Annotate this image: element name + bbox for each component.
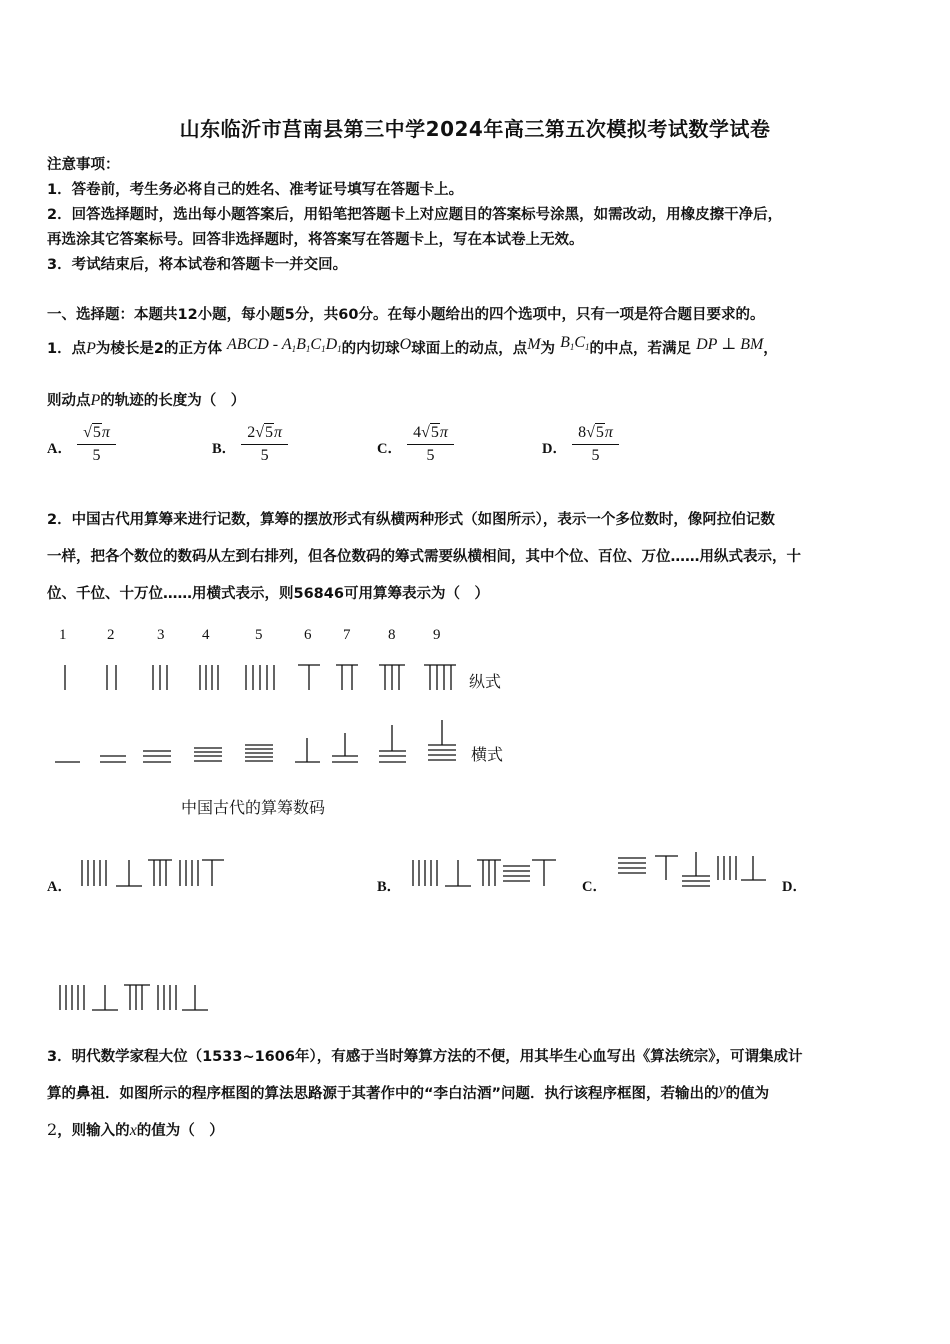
digit-label: 4 (202, 627, 210, 643)
vertical-rods (65, 665, 456, 690)
option-a-rods (82, 860, 224, 886)
question-2-line: 位、千位、十万位……用横式表示，则56846可用算筹表示为（ ） (47, 586, 489, 602)
question-1-line-2: 则动点P的轨迹的长度为（ ） (47, 392, 246, 409)
question-2-line: 2．中国古代用算筹来进行记数，算筹的摆放形式有纵横两种形式（如图所示），表示一个多位数时，像阿拉伯记数 (47, 512, 775, 528)
horizontal-rods (55, 720, 456, 762)
fraction: $\frac{2√5\pi}{5}$ (241, 424, 288, 465)
page-title: 山东临沂市莒南县第三中学2024年高三第五次模拟考试数学试卷 (179, 117, 771, 141)
q1-cube-name: ABCD - $A_1B_1C_1D_1$ (227, 336, 342, 354)
notice-item: 3．考试结束后，将本试卷和答题卡一并交回。 (47, 257, 348, 273)
fraction: $\frac{√5\pi}{5}$ (77, 424, 116, 465)
question-3-line-1: 3．明代数学家程大位（1533~1606年），有感于当时筹算方法的不便，用其毕生心血写出《算法统宗》，可谓集成计 (47, 1049, 803, 1065)
question-3-line-2: 算的鼻祖．如图所示的程序框图的算法思路源于其著作中的“李白沽酒”问题．执行该程序框图，若输出的y的值为 (47, 1081, 770, 1102)
digit-label: 9 (433, 627, 441, 643)
q1-var-p: P (90, 392, 101, 409)
q1-text: 为棱长是2的正方体 (95, 341, 222, 357)
q1-text: 球面上的动点，点 (411, 341, 528, 357)
digit-label: 1 (59, 627, 67, 643)
digit-label: 2 (107, 627, 115, 643)
question-2-line: 一样，把各个数位的数码从左到右排列，但各位数码的筹式需要纵横相间，其中个位、百位、万位……用纵式表示，十 (47, 549, 801, 565)
figure-caption: 中国古代的算筹数码 (181, 798, 326, 817)
q1-text: 的内切球 (341, 341, 400, 357)
notice-item: 1．答卷前，考生务必将自己的姓名、准考证号填写在答题卡上。 (47, 182, 464, 198)
q3-var-x: x (129, 1122, 137, 1139)
q1-var-p: P (86, 340, 96, 357)
digit-label: 3 (157, 627, 165, 643)
q3-output-value: 2 (47, 1120, 58, 1139)
option-d-rods (60, 985, 208, 1010)
q1-segment-b1c1: $B_1C_1$ (560, 334, 590, 352)
q1-option-c[interactable]: C． $\frac{4√5\pi}{5}$ (377, 424, 454, 465)
q2-option-a[interactable]: A． (47, 879, 72, 895)
vertical-form-label: 纵式 (469, 672, 502, 691)
q2-option-b[interactable]: B． (377, 879, 402, 895)
q2-option-d[interactable]: D． (782, 879, 807, 895)
horizontal-form-label: 横式 (471, 745, 504, 764)
q1-text: 1．点 (47, 341, 87, 357)
digit-label: 8 (388, 627, 396, 643)
q1-text: 的中点，若满足 (589, 341, 692, 357)
notice-item: 2．回答选择题时，选出每小题答案后，用铅笔把答题卡上对应题目的答案标号涂黑，如需改动，用橡皮擦干净后， (47, 207, 783, 223)
q1-var-o: O (399, 336, 412, 353)
notice-item: 再选涂其它答案标号。回答非选择题时，将答案写在答题卡上，写在本试卷上无效。 (47, 232, 584, 248)
q1-text: ， (763, 341, 778, 357)
q1-text: 为 (540, 341, 556, 357)
fraction: $\frac{8√5\pi}{5}$ (572, 424, 619, 465)
q1-condition: DP ⊥ BM (696, 336, 764, 353)
digit-label: 6 (304, 627, 312, 643)
digit-label: 7 (343, 627, 351, 643)
q1-option-b[interactable]: B． $\frac{2√5\pi}{5}$ (212, 424, 288, 465)
q1-var-m: M (527, 336, 541, 353)
section-heading: 一、选择题：本题共12小题，每小题5分，共60分。在每小题给出的四个选项中，只有一项是符合题目要求的。 (47, 307, 765, 323)
fraction: $\frac{4√5\pi}{5}$ (407, 424, 454, 465)
option-c-rods (618, 852, 766, 886)
question-3-line-3: 2，则输入的x的值为（ ） (47, 1120, 224, 1139)
q1-option-d[interactable]: D． $\frac{8√5\pi}{5}$ (542, 424, 619, 465)
option-b-rods (413, 860, 556, 886)
notice-heading: 注意事项： (47, 157, 120, 173)
q2-option-c[interactable]: C． (582, 879, 607, 895)
q3-var-y: y (718, 1081, 726, 1098)
digit-label: 5 (255, 627, 263, 643)
q1-option-a[interactable]: A． $\frac{√5\pi}{5}$ (47, 424, 116, 465)
